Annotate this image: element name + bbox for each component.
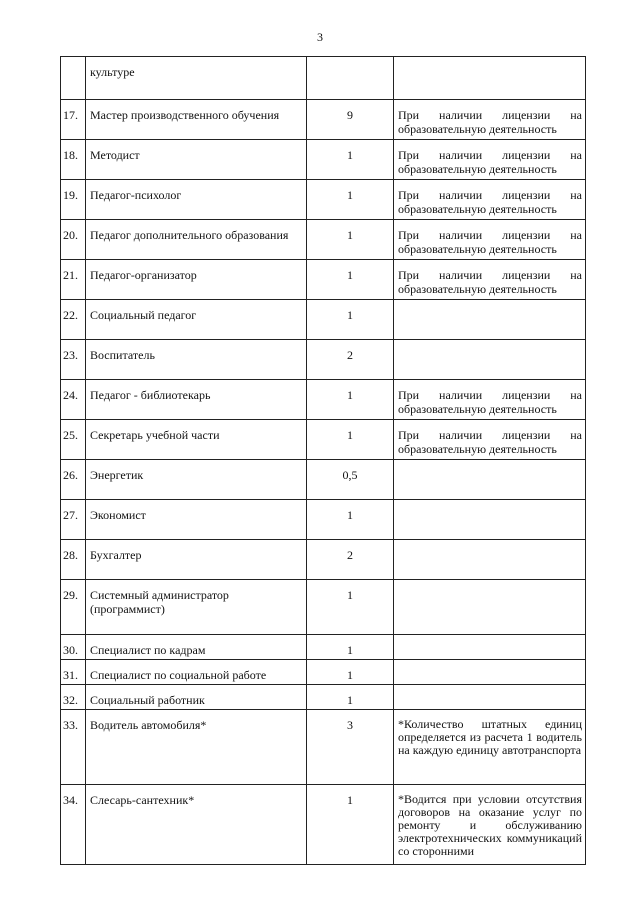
table-row — [61, 660, 586, 685]
note — [394, 300, 586, 340]
position-name: Бухгалтер — [86, 540, 307, 580]
table-row — [61, 140, 586, 180]
row-number: 26. — [61, 460, 86, 500]
table-row — [61, 260, 586, 300]
row-number: 29. — [61, 580, 86, 635]
row-number: 18. — [61, 140, 86, 180]
quantity: 1 — [307, 300, 394, 340]
quantity: 1 — [307, 140, 394, 180]
position-name: культуре — [86, 57, 307, 100]
quantity: 1 — [307, 660, 394, 685]
table-row — [61, 540, 586, 580]
position-name: Специалист по кадрам — [86, 635, 307, 660]
quantity: 2 — [307, 340, 394, 380]
table-row — [61, 300, 586, 340]
row-number: 30. — [61, 635, 86, 660]
quantity: 1 — [307, 380, 394, 420]
position-name: Социальный работник — [86, 685, 307, 710]
table-row — [61, 340, 586, 380]
quantity: 1 — [307, 635, 394, 660]
row-number: 22. — [61, 300, 86, 340]
table-row — [61, 500, 586, 540]
row-number: 25. — [61, 420, 86, 460]
row-number: 33. — [61, 710, 86, 785]
position-name: Секретарь учебной части — [86, 420, 307, 460]
row-number: 23. — [61, 340, 86, 380]
table-row — [61, 180, 586, 220]
position-name: Экономист — [86, 500, 307, 540]
row-number: 34. — [61, 785, 86, 865]
table-row — [61, 220, 586, 260]
table-row — [61, 710, 586, 785]
quantity: 1 — [307, 260, 394, 300]
note — [394, 57, 586, 100]
row-number: 20. — [61, 220, 86, 260]
quantity: 1 — [307, 420, 394, 460]
quantity: 9 — [307, 100, 394, 140]
note: *Водится при условии отсутствия договоров на оказание услуг по ремонту и обслуживанию электротехнических коммуникаций со сторонними — [394, 785, 586, 865]
position-name: Мастер производственного обучения — [86, 100, 307, 140]
row-number: 24. — [61, 380, 86, 420]
row-number: 21. — [61, 260, 86, 300]
position-name: Водитель автомобиля* — [86, 710, 307, 785]
table-row — [61, 57, 586, 100]
table-row — [61, 460, 586, 500]
position-name: Педагог-психолог — [86, 180, 307, 220]
table-row — [61, 580, 586, 635]
quantity: 0,5 — [307, 460, 394, 500]
note — [394, 500, 586, 540]
note — [394, 540, 586, 580]
position-name: Педагог дополнительного образования — [86, 220, 307, 260]
position-name: Социальный педагог — [86, 300, 307, 340]
position-name: Специалист по социальной работе — [86, 660, 307, 685]
table-row — [61, 685, 586, 710]
note: При наличии лицензии на образовательную деятельность — [394, 220, 586, 260]
note — [394, 340, 586, 380]
note — [394, 580, 586, 635]
quantity: 1 — [307, 685, 394, 710]
row-number: 32. — [61, 685, 86, 710]
table-row — [61, 380, 586, 420]
note — [394, 685, 586, 710]
quantity: 2 — [307, 540, 394, 580]
note — [394, 660, 586, 685]
quantity: 1 — [307, 580, 394, 635]
position-name: Энергетик — [86, 460, 307, 500]
table-row — [61, 635, 586, 660]
note: При наличии лицензии на образовательную деятельность — [394, 140, 586, 180]
quantity: 3 — [307, 710, 394, 785]
position-name: Педагог - библиотекарь — [86, 380, 307, 420]
row-number — [61, 57, 86, 100]
position-name: Методист — [86, 140, 307, 180]
table-row — [61, 100, 586, 140]
quantity: 1 — [307, 220, 394, 260]
note: При наличии лицензии на образовательную деятельность — [394, 100, 586, 140]
row-number: 17. — [61, 100, 86, 140]
position-name: Системный администратор (программист) — [86, 580, 307, 635]
note: При наличии лицензии на образовательную деятельность — [394, 260, 586, 300]
row-number: 19. — [61, 180, 86, 220]
note: При наличии лицензии на образовательную деятельность — [394, 180, 586, 220]
position-name: Педагог-организатор — [86, 260, 307, 300]
table-row — [61, 785, 586, 865]
page-number: 3 — [317, 30, 323, 44]
note — [394, 460, 586, 500]
position-name: Воспитатель — [86, 340, 307, 380]
quantity: 1 — [307, 785, 394, 865]
quantity: 1 — [307, 180, 394, 220]
row-number: 27. — [61, 500, 86, 540]
note: При наличии лицензии на образовательную деятельность — [394, 420, 586, 460]
quantity — [307, 57, 394, 100]
table-row — [61, 420, 586, 460]
quantity: 1 — [307, 500, 394, 540]
position-name: Слесарь-сантехник* — [86, 785, 307, 865]
note: *Количество штатных единиц определяется из расчета 1 водитель на каждую единицу автотранспорта — [394, 710, 586, 785]
note: При наличии лицензии на образовательную деятельность — [394, 380, 586, 420]
row-number: 31. — [61, 660, 86, 685]
staff-table — [60, 56, 586, 865]
row-number: 28. — [61, 540, 86, 580]
note — [394, 635, 586, 660]
